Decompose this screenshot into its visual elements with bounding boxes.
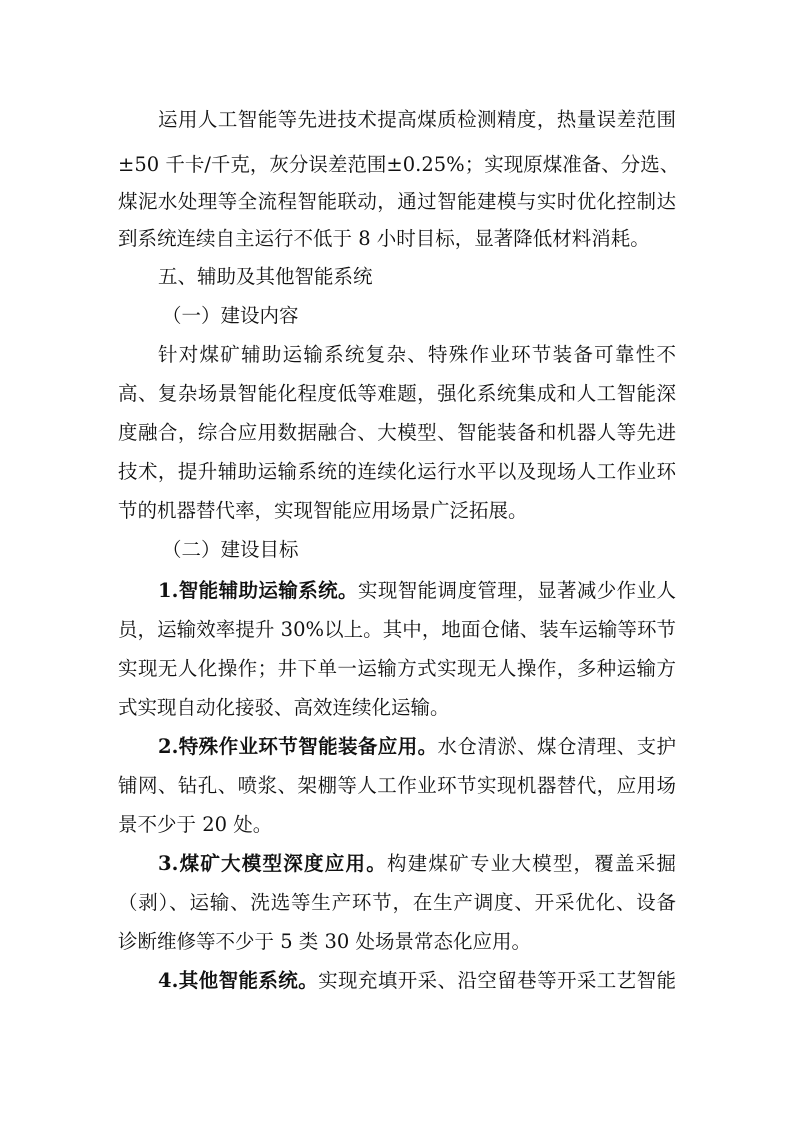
goal-item-2-text: 水仓清淤、煤仓清理、支护: [437, 735, 676, 758]
intro-line-1: 运用人工智能等先进技术提高煤质检测精度，热量误差范围: [158, 108, 676, 131]
goal-item-3-label: 3.煤矿大模型深度应用。: [158, 852, 387, 875]
goal-item-1-line-4: 式实现自动化接驳、高效连续化运输。: [118, 696, 450, 719]
goal-item-1-text: 实现智能调度管理，显著减少作业人: [357, 579, 676, 602]
goal-item-3-text: 构建煤矿专业大模型，覆盖采掘: [386, 852, 676, 875]
goal-item-3-line-1: [158, 851, 676, 877]
goal-item-1-line-3: 实现无人化操作；井下单一运输方式实现无人操作，多种运输方: [118, 657, 676, 680]
goal-item-4-label: 4.其他智能系统。: [158, 969, 319, 992]
goal-item-1-label: 1.智能辅助运输系统。: [158, 579, 358, 602]
intro-line-3: 煤泥水处理等全流程智能联动，通过智能建模与实时优化控制达: [118, 190, 676, 213]
goal-item-1-line-2: 员，运输效率提升 30%以上。其中，地面仓储、装车运输等环节: [118, 618, 676, 641]
goal-item-2-label: 2.特殊作业环节智能装备应用。: [158, 735, 438, 758]
goal-item-2-line-1: [158, 734, 676, 760]
subsection-heading-goals: （二）建设目标: [162, 538, 299, 561]
goal-item-3-line-2: （剥）、运输、洗选等生产环节，在生产调度、开采优化、设备: [118, 891, 676, 914]
subsection-heading-content: （一）建设内容: [162, 304, 299, 327]
content-line-3: 度融合，综合应用数据融合、大模型、智能装备和机器人等先进: [118, 421, 676, 444]
content-line-4: 技术，提升辅助运输系统的连续化运行水平以及现场人工作业环: [118, 460, 676, 483]
content-line-5: 节的机器替代率，实现智能应用场景广泛拓展。: [118, 499, 528, 522]
goal-item-1-line-1: [158, 578, 676, 604]
intro-line-4: 到系统连续自主运行不低于 8 小时目标，显著降低材料消耗。: [118, 227, 650, 250]
goal-item-2-line-3: 景不少于 20 处。: [118, 813, 273, 836]
goal-item-3-line-3: 诊断维修等不少于 5 类 30 处场景常态化应用。: [118, 930, 532, 953]
content-line-1: 针对煤矿辅助运输系统复杂、特殊作业环节装备可靠性不: [158, 343, 676, 366]
goal-item-4-text: 实现充填开采、沿空留巷等开采工艺智能: [318, 969, 676, 992]
intro-line-2: ±50 千卡/千克，灰分误差范围±0.25%；实现原煤准备、分选、: [118, 153, 680, 176]
goal-item-2-line-2: 铺网、钻孔、喷浆、架棚等人工作业环节实现机器替代，应用场: [118, 774, 676, 797]
content-line-2: 高、复杂场景智能化程度低等难题，强化系统集成和人工智能深: [118, 382, 676, 405]
goal-item-4-line-1: [158, 968, 676, 994]
section-heading: 五、辅助及其他智能系统: [158, 265, 373, 288]
